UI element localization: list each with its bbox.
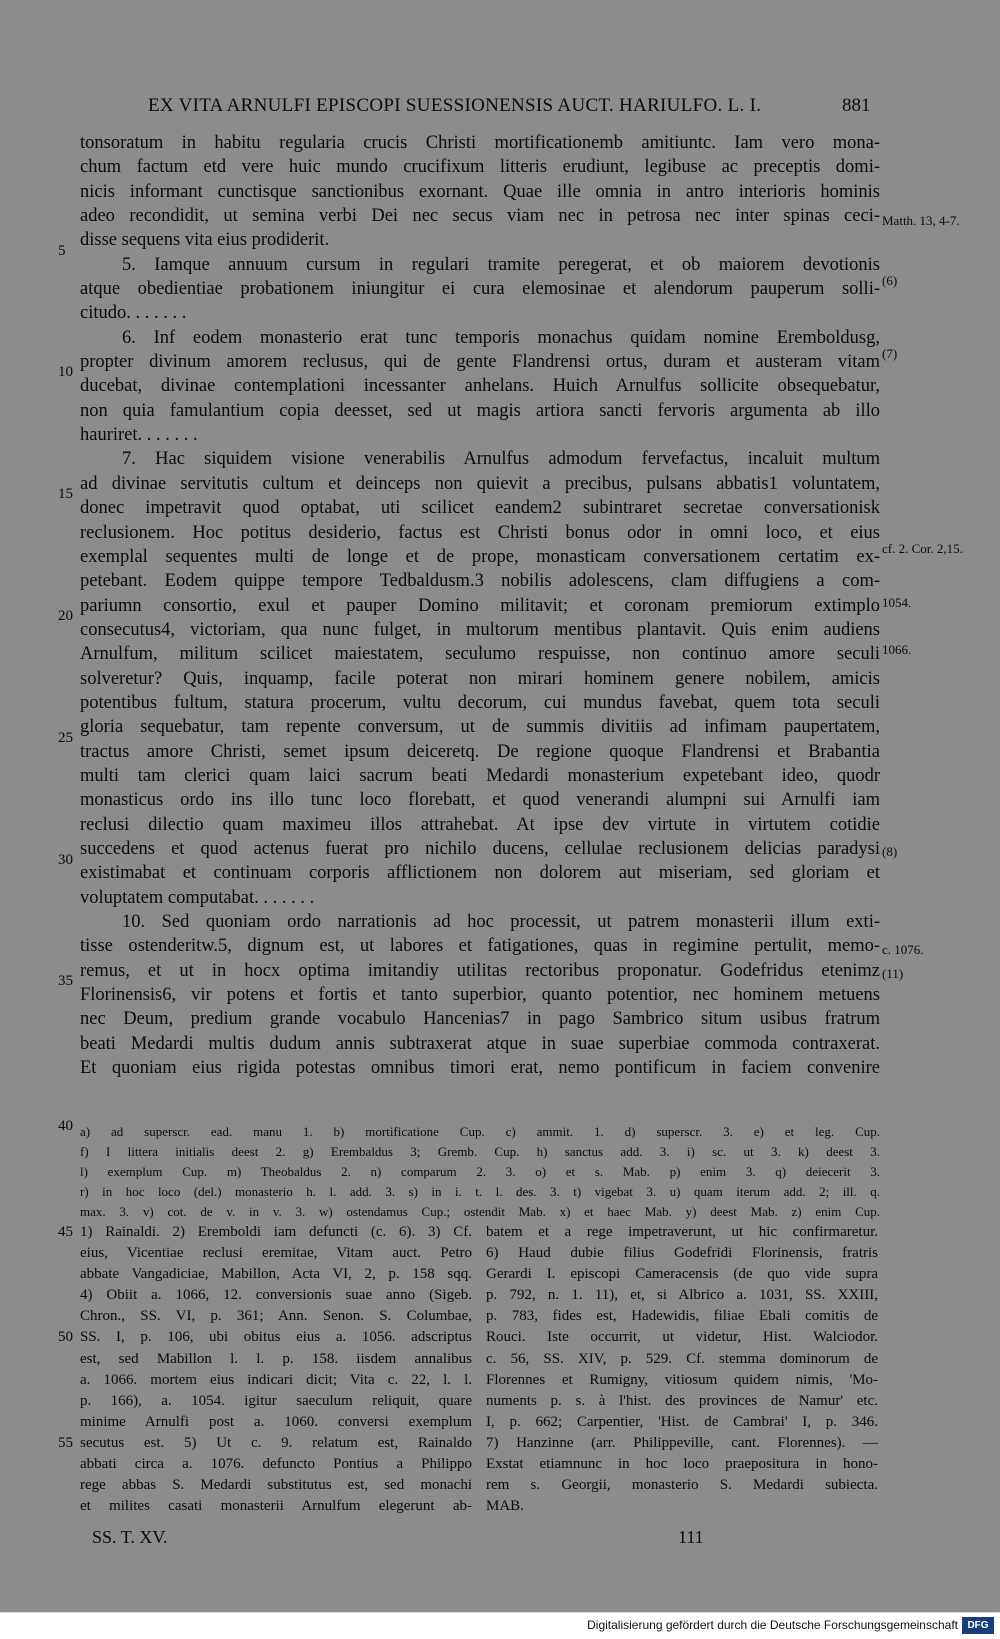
text-line: exemplal sequentes multi de longe et de prope, monasticam conversationem certatim ex-	[80, 546, 880, 567]
text-line: beati Medardi multis dudum annis subtraxerat atque in suae superbiae commoda contraxerat.	[80, 1033, 880, 1054]
text-line: non quia famulantium copia deesset, sed ut magis artiora sancti fervoris argumenta ab illo	[80, 400, 880, 421]
note-line: Exstat etiamnunc in hoc loco praepositura in hono-	[486, 1456, 878, 1473]
text-line: citudo. . . . . . .	[80, 303, 187, 324]
note-line: abbate Vangadiciae, Mabillon, Acta VI, 2, p. 158 sqq.	[80, 1266, 472, 1283]
text-line: 6. Inf eodem monasterio erat tunc temporis monachus quidam nomine Eremboldusg,	[122, 327, 880, 348]
text-line: atque obedientiae probationem iniungitur ei cura elemosinae et alendorum pauperum solli-	[80, 279, 880, 300]
line-number: 40	[58, 1118, 73, 1134]
note-line: abbati circa a. 1076. defuncto Pontius a Philippo	[80, 1456, 472, 1473]
text-line: 7. Hac siquidem visione venerabilis Arnulfus admodum fervefactus, incaluit multum	[122, 449, 880, 470]
line-number: 55	[58, 1435, 73, 1451]
note-line: p. 783, fides est, Hadewidis, filiae Ebali comitis de	[486, 1308, 878, 1325]
text-line: donec impetravit quod optabat, uti scilicet eandem2 subintraret secretae conversationisk	[80, 498, 880, 519]
text-line: reclusionem. Hoc potitus desiderio, factus est Christi bonus odor in omni loco, et eius	[80, 522, 880, 543]
note-line: MAB.	[486, 1498, 524, 1515]
dfg-funding-text: Digitalisierung gefördert durch die Deutsche Forschungsgemeinschaft	[587, 1618, 958, 1632]
signature-mark: SS. T. XV.	[92, 1527, 168, 1547]
margin-note: (11)	[882, 966, 904, 981]
line-number: 5	[58, 243, 66, 259]
text-line: tonsoratum in habitu regularia crucis Christi mortificationemb amitiuntc. Iam vero mona-	[80, 133, 880, 153]
note-line: eius, Vicentiae reclusi eremitae, Vitam auct. Petro	[80, 1245, 472, 1262]
note-line: c. 56, SS. XIV, p. 529. Cf. stemma dominorum de	[486, 1350, 878, 1367]
line-number: 30	[58, 852, 73, 868]
text-line: nec Deum, predium grande vocabulo Hancenias7 in pago Sambrico situm usibus fratrum	[80, 1009, 880, 1030]
note-line: I, p. 662; Carpentier, 'Hist. de Cambrai' I, p. 346.	[486, 1413, 878, 1430]
text-line: multi tam clerici quam laici sacrum beati Medardi monasterium expetebant ideo, quodr	[80, 765, 880, 786]
text-line: remus, et ut in hocx optima imitandiy utilitas rectoribus proponatur. Godefridus etenimz	[80, 960, 880, 981]
note-line: rem s. Georgii, monasterio S. Medardi subiecta.	[486, 1477, 878, 1494]
note-line: et milites casati monasterii Arnulfum elegerunt ab-	[80, 1498, 472, 1515]
text-line: nicis informant cunctisque sanctionibus exornant. Quae ille omnia in antro interioris hominis	[80, 181, 880, 202]
main-text	[80, 131, 880, 1080]
historical-notes-right	[486, 1222, 878, 1517]
text-line: petebant. Eodem quippe tempore Tedbaldusm.3 nobilis adolescens, clam diffugiens a com-	[80, 571, 880, 592]
note-line: p. 166), a. 1054. igitur saeculum reliquit, quare	[80, 1392, 472, 1409]
text-line: reclusi dilectio quam maximeu illos attrahebat. At ipse dev virtute in virtutem cotidie	[80, 814, 880, 835]
note-line: a. 1066. mortem eius indicari dicit; Vita c. 22, l. l.	[80, 1371, 472, 1388]
line-number: 35	[58, 973, 73, 989]
text-line: pariumn consortio, exul et pauper Domino militavit; et coronam premiorum extimplo	[80, 595, 880, 616]
line-number: 20	[58, 608, 73, 624]
text-line: monasticus ordo ins illo tunc loco florebatt, et quod venerandi alumpni sui Arnulfi iam	[80, 790, 880, 811]
sheet-number: 111	[678, 1527, 704, 1547]
margin-note: c. 1076.	[882, 942, 924, 957]
text-line: voluptatem computabat. . . . . . .	[80, 887, 315, 908]
note-line: batem et a rege impetraverunt, ut hic confirmaretur.	[486, 1224, 878, 1240]
text-line: Florinensis6, vir potens et fortis et tanto superbior, quanto potentior, nec hominem metuens	[80, 985, 880, 1006]
variant-note-line: l) exemplum Cup. m) Theobaldus 2. n) comparum 2. 3. o) et s. Mab. p) enim 3. q) deiecerit 3.	[80, 1164, 880, 1179]
text-line: disse sequens vita eius prodiderit.	[80, 230, 330, 251]
text-line: potentibus fultum, statura procerum, vultu decorum, cui mundus favebat, quem tota seculi	[80, 692, 880, 713]
variant-note-line: r) in hoc loco (del.) monasterio h. l. add. 3. s) in i. t. l. des. 3. t) vigebat 3. u) quam iterum add. 2; ill. q.	[80, 1184, 880, 1199]
text-line: 10. Sed quoniam ordo narrationis ad hoc processit, ut patrem monasterii illum exti-	[122, 912, 880, 932]
line-number: 25	[58, 730, 73, 746]
text-line: Et quoniam eius rigida potestas omnibus timori erat, nemo pontificum in faciem convenire	[80, 1058, 880, 1079]
text-line: existimabat et continuam corporis afflictionem non dolorem aut miseriam, sed gloriam et	[80, 863, 880, 884]
text-line: solveretur? Quis, inquamp, facile poterat non mirari hominem genere nobilem, amicis	[80, 668, 880, 689]
variant-note-line: a) ad superscr. ead. manu 1. b) mortificatione Cup. c) ammit. 1. d) superscr. 3. e) et leg. Cup.	[80, 1124, 880, 1139]
text-line: Arnulfum, militum scilicet maiestatem, seculumo respuisse, non continuo amore seculi	[80, 644, 880, 665]
text-line: hauriret. . . . . . .	[80, 425, 198, 446]
line-number: 10	[58, 364, 73, 380]
page-number: 881	[842, 95, 871, 116]
text-line: adeo recondidit, ut semina verbi Dei nec secus viam nec in petrosa nec inter spinas ceci-	[80, 206, 880, 227]
text-line: ducebat, divinae contemplationi incessanter anhelans. Huich Arnulfus sollicite obsequebatur,	[80, 376, 880, 397]
note-line: rege abbas S. Medardi substitutus est, sed monachi	[80, 1477, 472, 1494]
text-line: 5. Iamque annuum cursum in regulari tramite peregerat, et ob maiorem devotionis	[122, 254, 880, 275]
dfg-logo: DFG	[962, 1617, 994, 1634]
text-line: consecutus4, victoriam, qua nunc fulget, in multorum mentibus plantavit. Quis enim audiens	[80, 619, 880, 640]
text-line: gloria sequebatur, tam repente conversum, ut de summis divitiis ad infimam paupertatem,	[80, 717, 880, 738]
line-number: 45	[58, 1224, 73, 1240]
running-header-title: EX VITA ARNULFI EPISCOPI SUESSIONENSIS AUCT. HARIULFO. L. I.	[148, 95, 762, 116]
line-number: 50	[58, 1329, 73, 1345]
note-line: SS. I, p. 106, ubi obitus eius a. 1056. adscriptus	[80, 1329, 472, 1346]
note-line: Chron., SS. VI, p. 361; Ann. Senon. S. Columbae,	[80, 1308, 472, 1325]
margin-note: (8)	[882, 844, 898, 859]
note-line: numents p. s. à l'hist. des provinces de Namur' etc.	[486, 1392, 878, 1409]
text-line: propter divinum amorem reclusus, qui de gente Flandrensi ortus, duram et austeram vitam	[80, 352, 880, 373]
note-line: 7) Hanzinne (arr. Philippeville, cant. Florennes). —	[486, 1434, 878, 1451]
margin-note: 1066.	[882, 642, 912, 657]
text-line: tisse ostenderitw.5, dignum est, ut labores et fatigationes, quas in regimine pertulit, memo-	[80, 936, 880, 957]
margin-note: (6)	[882, 273, 898, 288]
margin-note: cf. 2. Cor. 2,15.	[882, 541, 963, 556]
margin-note: 1054.	[882, 595, 912, 610]
note-line: Rouci. Iste occurrit, ut videtur, Hist. Walciodor.	[486, 1329, 878, 1346]
margin-note: Matth. 13, 4-7.	[882, 213, 960, 228]
historical-notes-left	[80, 1222, 472, 1517]
variant-note-line: max. 3. v) cot. de v. in v. 3. w) ostendamus Cup.; ostendit Mab. x) et haec Mab. y) deest Mab. z) enim Cup.	[80, 1204, 880, 1219]
variant-notes	[80, 1122, 880, 1222]
dfg-funding-bar	[0, 1612, 1000, 1639]
note-line: Florennes et Rumigny, vitiosum quidem nimis, 'Mo-	[486, 1371, 878, 1388]
note-line: p. 792, n. 1. 11), et, si Albrico a. 1031, SS. XXIII,	[486, 1287, 878, 1304]
note-line: 1) Rainaldi. 2) Eremboldi iam defuncti (c. 6). 3) Cf.	[80, 1224, 472, 1240]
note-line: minime Arnulfi post a. 1060. conversi exemplum	[80, 1413, 472, 1430]
line-number: 15	[58, 486, 73, 502]
note-line: est, sed Mabillon l. l. p. 158. iisdem annalibus	[80, 1350, 472, 1367]
text-line: succedens et quod actenus fuerat pro nichilo ducens, cellulae reclusionem delicias paradysi	[80, 838, 880, 859]
text-line: chum factum etd vere huic mundo crucifixum litteris erudiunt, legibuse ac preceptis domi-	[80, 157, 880, 178]
note-line: 6) Haud dubie filius Godefridi Florinensis, fratris	[486, 1245, 878, 1262]
note-line: secutus est. 5) Ut c. 9. relatum est, Rainaldo	[80, 1434, 472, 1451]
note-line: Gerardi I. episcopi Cameracensis (de quo vide supra	[486, 1266, 878, 1283]
note-line: 4) Obiit a. 1066, 12. conversionis suae anno (Sigeb.	[80, 1287, 472, 1304]
variant-note-line: f) I littera initialis deest 2. g) Erembaldus 3; Gremb. Cup. h) sanctus add. 3. i) sc. ut 3. k) deest 3.	[80, 1144, 880, 1159]
text-line: ad divinae servitutis cultum et deinceps non quievit a precibus, pulsans abbatis1 voluntatem,	[80, 473, 880, 494]
text-line: tractus amore Christi, semet ipsum deiceretq. De regione quoque Flandrensi et Brabantia	[80, 741, 880, 762]
margin-note: (7)	[882, 346, 898, 361]
